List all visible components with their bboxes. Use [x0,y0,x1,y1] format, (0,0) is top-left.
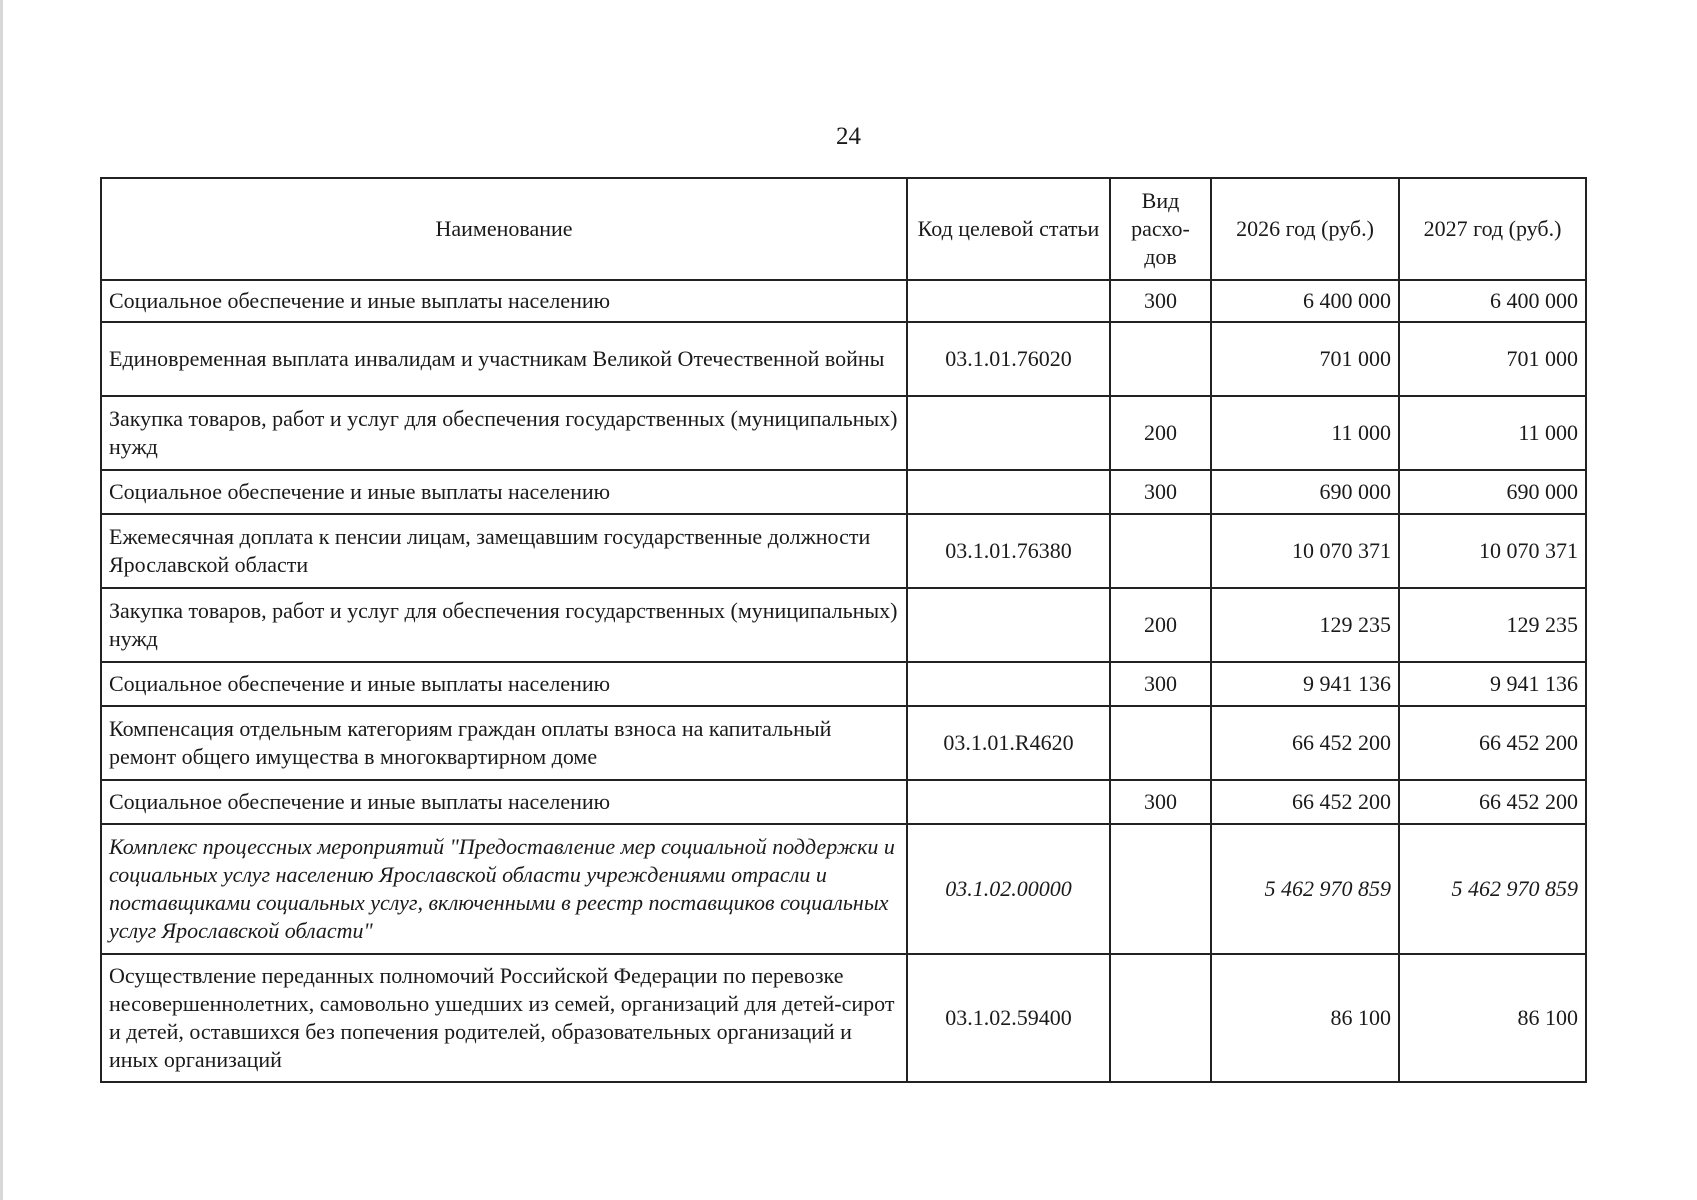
cell-2026: 66 452 200 [1211,780,1399,824]
table-row [101,322,1586,396]
cell-kind: 300 [1110,780,1211,824]
cell-2027: 66 452 200 [1399,706,1586,780]
header-kind: Вид расхо-дов [1110,178,1211,280]
cell-2027: 129 235 [1399,588,1586,662]
cell-name: Осуществление переданных полномочий Российской Федерации по перевозке несовершеннолетних, самовольно ушедших из семей, организаций для детей-сирот и детей, оставшихся без попечения родителей, образовательных организаций и иных организаций [101,954,907,1082]
cell-kind [1110,824,1211,954]
scan-edge [0,0,3,1200]
cell-name: Социальное обеспечение и иные выплаты населению [101,780,907,824]
cell-code: 03.1.02.00000 [907,824,1110,954]
cell-kind [1110,322,1211,396]
cell-code: 03.1.01.76020 [907,322,1110,396]
cell-2026: 9 941 136 [1211,662,1399,706]
cell-kind: 300 [1110,470,1211,514]
cell-2027: 9 941 136 [1399,662,1586,706]
table-row [101,706,1586,780]
header-code: Код целевой статьи [907,178,1110,280]
table-header-row [101,178,1586,280]
page-number: 24 [836,123,861,150]
cell-kind: 300 [1110,280,1211,322]
table-row [101,662,1586,706]
cell-2026: 701 000 [1211,322,1399,396]
cell-name: Закупка товаров, работ и услуг для обеспечения государственных (муниципальных) нужд [101,396,907,470]
cell-code [907,662,1110,706]
cell-2026: 86 100 [1211,954,1399,1082]
cell-2027: 66 452 200 [1399,780,1586,824]
cell-name: Ежемесячная доплата к пенсии лицам, замещавшим государственные должности Ярославской области [101,514,907,588]
cell-code: 03.1.01.R4620 [907,706,1110,780]
cell-kind [1110,954,1211,1082]
cell-2027: 11 000 [1399,396,1586,470]
header-year-2027: 2027 год (руб.) [1399,178,1586,280]
cell-code [907,396,1110,470]
cell-2027: 10 070 371 [1399,514,1586,588]
table-row [101,280,1586,322]
cell-name: Социальное обеспечение и иные выплаты населению [101,280,907,322]
cell-2026: 11 000 [1211,396,1399,470]
cell-2026: 129 235 [1211,588,1399,662]
cell-2026: 66 452 200 [1211,706,1399,780]
cell-2027: 690 000 [1399,470,1586,514]
cell-code [907,280,1110,322]
table-row [101,824,1586,954]
cell-code [907,470,1110,514]
cell-code: 03.1.01.76380 [907,514,1110,588]
budget-table [100,177,1587,1083]
cell-kind: 200 [1110,396,1211,470]
cell-code [907,588,1110,662]
header-year-2026: 2026 год (руб.) [1211,178,1399,280]
table-row [101,780,1586,824]
cell-name: Комплекс процессных мероприятий "Предоставление мер социальной поддержки и социальных услуг населению Ярославской области учреждениями отрасли и поставщиками социальных услуг, включенными в реестр поставщиков социальных услуг Ярославской области" [101,824,907,954]
table-row [101,470,1586,514]
cell-kind [1110,706,1211,780]
cell-kind: 300 [1110,662,1211,706]
cell-2026: 690 000 [1211,470,1399,514]
cell-code: 03.1.02.59400 [907,954,1110,1082]
cell-2026: 5 462 970 859 [1211,824,1399,954]
cell-2027: 701 000 [1399,322,1586,396]
cell-name: Единовременная выплата инвалидам и участникам Великой Отечественной войны [101,322,907,396]
cell-name: Социальное обеспечение и иные выплаты населению [101,470,907,514]
cell-2027: 86 100 [1399,954,1586,1082]
cell-kind: 200 [1110,588,1211,662]
cell-name: Социальное обеспечение и иные выплаты населению [101,662,907,706]
cell-2026: 10 070 371 [1211,514,1399,588]
cell-name: Закупка товаров, работ и услуг для обеспечения государственных (муниципальных) нужд [101,588,907,662]
header-name: Наименование [101,178,907,280]
cell-2026: 6 400 000 [1211,280,1399,322]
cell-name: Компенсация отдельным категориям граждан оплаты взноса на капитальный ремонт общего имущества в многоквартирном доме [101,706,907,780]
table-row [101,514,1586,588]
cell-kind [1110,514,1211,588]
table-row [101,396,1586,470]
cell-2027: 5 462 970 859 [1399,824,1586,954]
table-row [101,954,1586,1082]
table-row [101,588,1586,662]
cell-2027: 6 400 000 [1399,280,1586,322]
cell-code [907,780,1110,824]
